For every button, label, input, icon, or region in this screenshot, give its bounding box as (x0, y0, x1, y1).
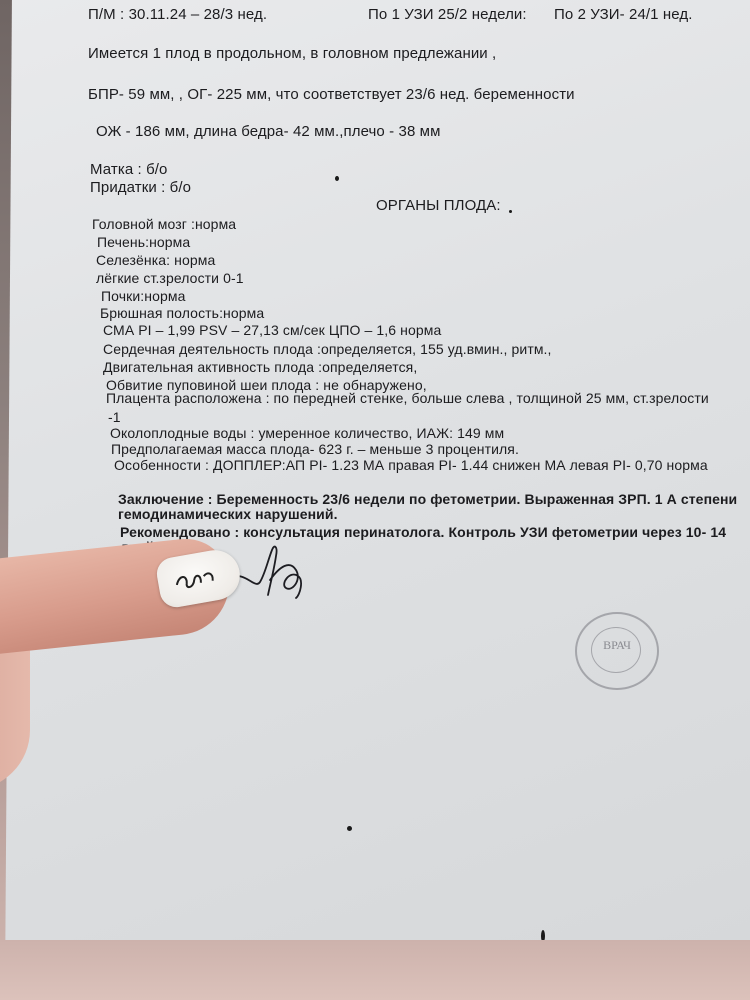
doppler-features: Особенности : ДОППЛЕР:АП PI- 1.23 МА правая PI- 1.44 снижен МА левая PI- 0,70 норма (114, 457, 708, 473)
uzi2-gestation: По 2 УЗИ- 24/1 нед. (554, 6, 693, 23)
conclusion-line-2: гемодинамических нарушений. (118, 506, 338, 522)
amniotic-fluid: Околоплодные воды : умеренное количество, ИАЖ: 149 мм (110, 425, 505, 441)
motor-activity: Двигательная активность плода :определяется, (103, 359, 418, 375)
kidneys-status: Почки:норма (101, 288, 186, 304)
uterus-status: Матка : б/о (90, 161, 168, 178)
lungs-status: лёгкие ст.зрелости 0-1 (96, 270, 244, 286)
stamp-label: ВРАЧ (603, 638, 631, 652)
background-skin (0, 940, 750, 1000)
biometry-line-1: БПР- 59 мм, , ОГ- 225 мм, что соответствует 23/6 нед. беременности (88, 86, 575, 103)
recommendation-line-1: Рекомендовано : консультация перинатолога. Контроль УЗИ фетометрии через 10- 14 (120, 524, 727, 540)
pm-value: : 30.11.24 – 28/3 нед. (120, 6, 268, 23)
pm-label: П/М (88, 6, 116, 23)
doctor-stamp (575, 612, 659, 690)
heart-activity: Сердечная деятельность плода :определяется, 155 уд.вмин., ритм., (103, 341, 552, 357)
ink-speck (335, 176, 339, 181)
fetus-position: Имеется 1 плод в продольном, в головном предлежании , (88, 45, 497, 62)
liver-status: Печень:норма (97, 234, 191, 250)
fetal-organs-heading: ОРГАНЫ ПЛОДА: (376, 197, 501, 214)
brain-status: Головной мозг :норма (92, 216, 237, 232)
cma-doppler: СМА PI – 1,99 PSV – 27,13 см/сек ЦПО – 1,6 норма (103, 322, 442, 338)
ink-speck (347, 826, 352, 831)
ink-speck (509, 210, 512, 213)
adnexa-status: Придатки : б/о (90, 179, 192, 196)
uzi1-gestation: По 1 УЗИ 25/2 недели: (368, 6, 527, 23)
spleen-status: Селезёнка: норма (96, 252, 216, 268)
placenta-location: Плацента расположена : по передней стенке, больше слева , толщиной 25 мм, ст.зрелости (106, 390, 709, 406)
conclusion-line-1: Заключение : Беременность 23/6 недели по фетометрии. Выраженная ЗРП. 1 А степени (118, 491, 738, 507)
pm-date (88, 6, 267, 23)
biometry-line-2: ОЖ - 186 мм, длина бедра- 42 мм.,плечо - 38 мм (96, 123, 441, 140)
ultrasound-report-sheet (5, 0, 750, 955)
placenta-maturity: -1 (108, 409, 121, 425)
abdomen-status: Брюшная полость:норма (100, 305, 265, 321)
estimated-weight: Предполагаемая масса плода- 623 г. – меньше 3 процентиля. (111, 441, 519, 457)
cord-entanglement: Обвитие пуповиной шеи плода : не обнаружено, (106, 377, 427, 393)
